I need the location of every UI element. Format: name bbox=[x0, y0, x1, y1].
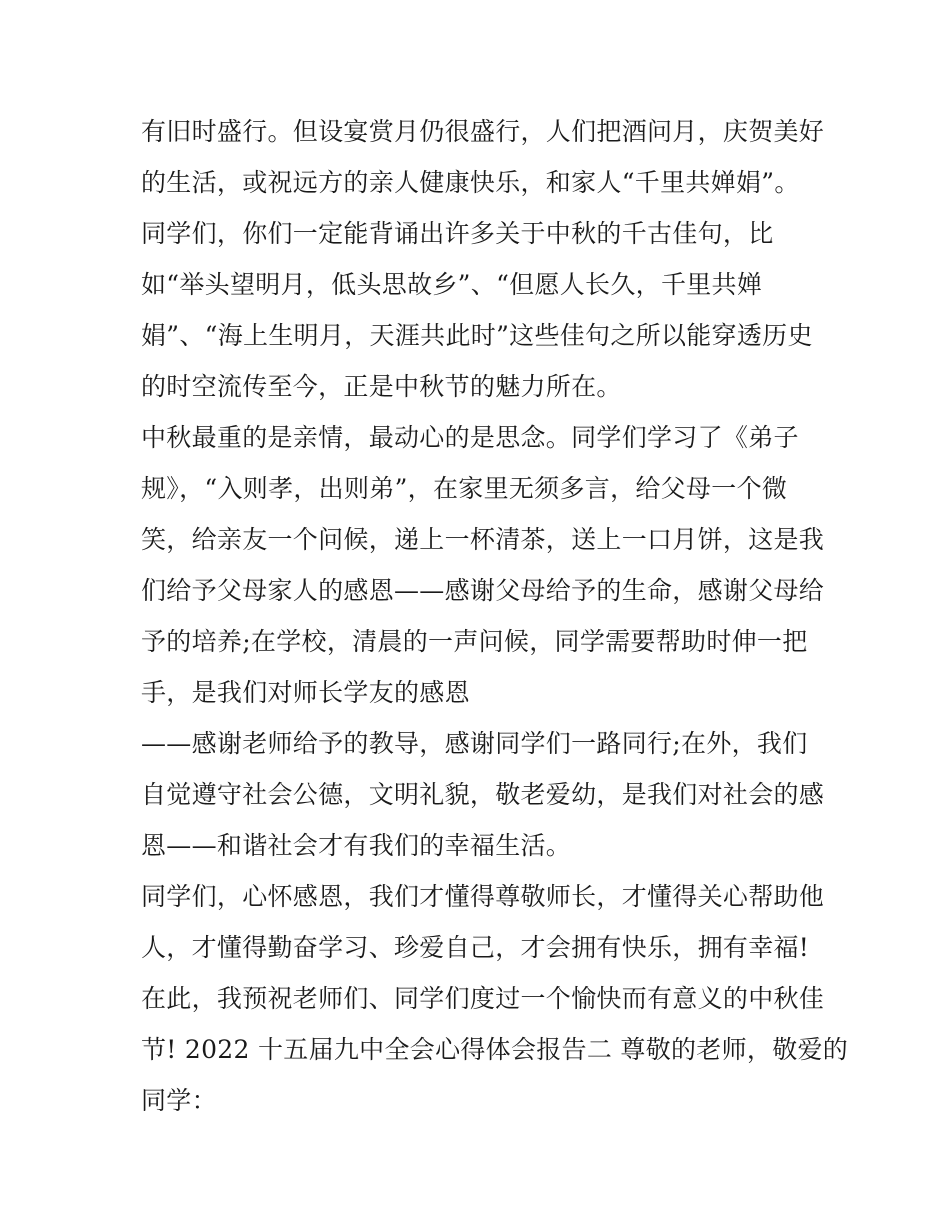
text-line: 自觉遵守社会公德，文明礼貌，敬老爱幼，是我们对社会的感 bbox=[141, 780, 825, 809]
text-line: 有旧时盛行。但设宴赏月仍很盛行，人们把酒问月，庆贺美好 bbox=[141, 117, 825, 146]
text-line: ——感谢老师给予的教导，感谢同学们一路同行;在外，我们 bbox=[141, 729, 808, 758]
document-body bbox=[141, 106, 849, 1126]
text-line: 予的培养;在学校，清晨的一声问候，同学需要帮助时伸一把 bbox=[141, 627, 808, 656]
text-line: 规》，“入则孝，出则弟”，在家里无须多言，给父母一个微 bbox=[141, 474, 788, 503]
text-line: 的生活，或祝远方的亲人健康快乐，和家人“千里共婵娟”。 bbox=[141, 168, 800, 197]
text-line: 中秋最重的是亲情，最动心的是思念。同学们学习了《弟子 bbox=[141, 423, 799, 452]
text-line: 笑，给亲友一个问候，递上一杯清茶，送上一口月饼，这是我 bbox=[141, 525, 825, 554]
text-line: 恩——和谐社会才有我们的幸福生活。 bbox=[141, 831, 572, 860]
text-line: 人，才懂得勤奋学习、珍爱自己，才会拥有快乐，拥有幸福! bbox=[141, 933, 810, 962]
text-line: 节! 2022 十五届九中全会心得体会报告二 尊敬的老师，敬爱的 bbox=[141, 1035, 849, 1064]
text-line: 在此，我预祝老师们、同学们度过一个愉快而有意义的中秋佳 bbox=[141, 984, 825, 1013]
text-line: 如“举头望明月，低头思故乡”、“但愿人长久，千里共婵 bbox=[141, 270, 763, 299]
text-line: 们给予父母家人的感恩——感谢父母给予的生命，感谢父母给 bbox=[141, 576, 825, 605]
text-line: 同学们，心怀感恩，我们才懂得尊敬师长，才懂得关心帮助他 bbox=[141, 882, 825, 911]
text-line: 娟”、“海上生明月，天涯共此时”这些佳句之所以能穿透历史 bbox=[141, 321, 813, 350]
text-line: 手，是我们对师长学友的感恩 bbox=[141, 678, 470, 707]
text-line: 同学们，你们一定能背诵出许多关于中秋的千古佳句，比 bbox=[141, 219, 774, 248]
text-line: 同学： bbox=[141, 1086, 217, 1115]
text-line: 的时空流传至今，正是中秋节的魅力所在。 bbox=[141, 372, 622, 401]
